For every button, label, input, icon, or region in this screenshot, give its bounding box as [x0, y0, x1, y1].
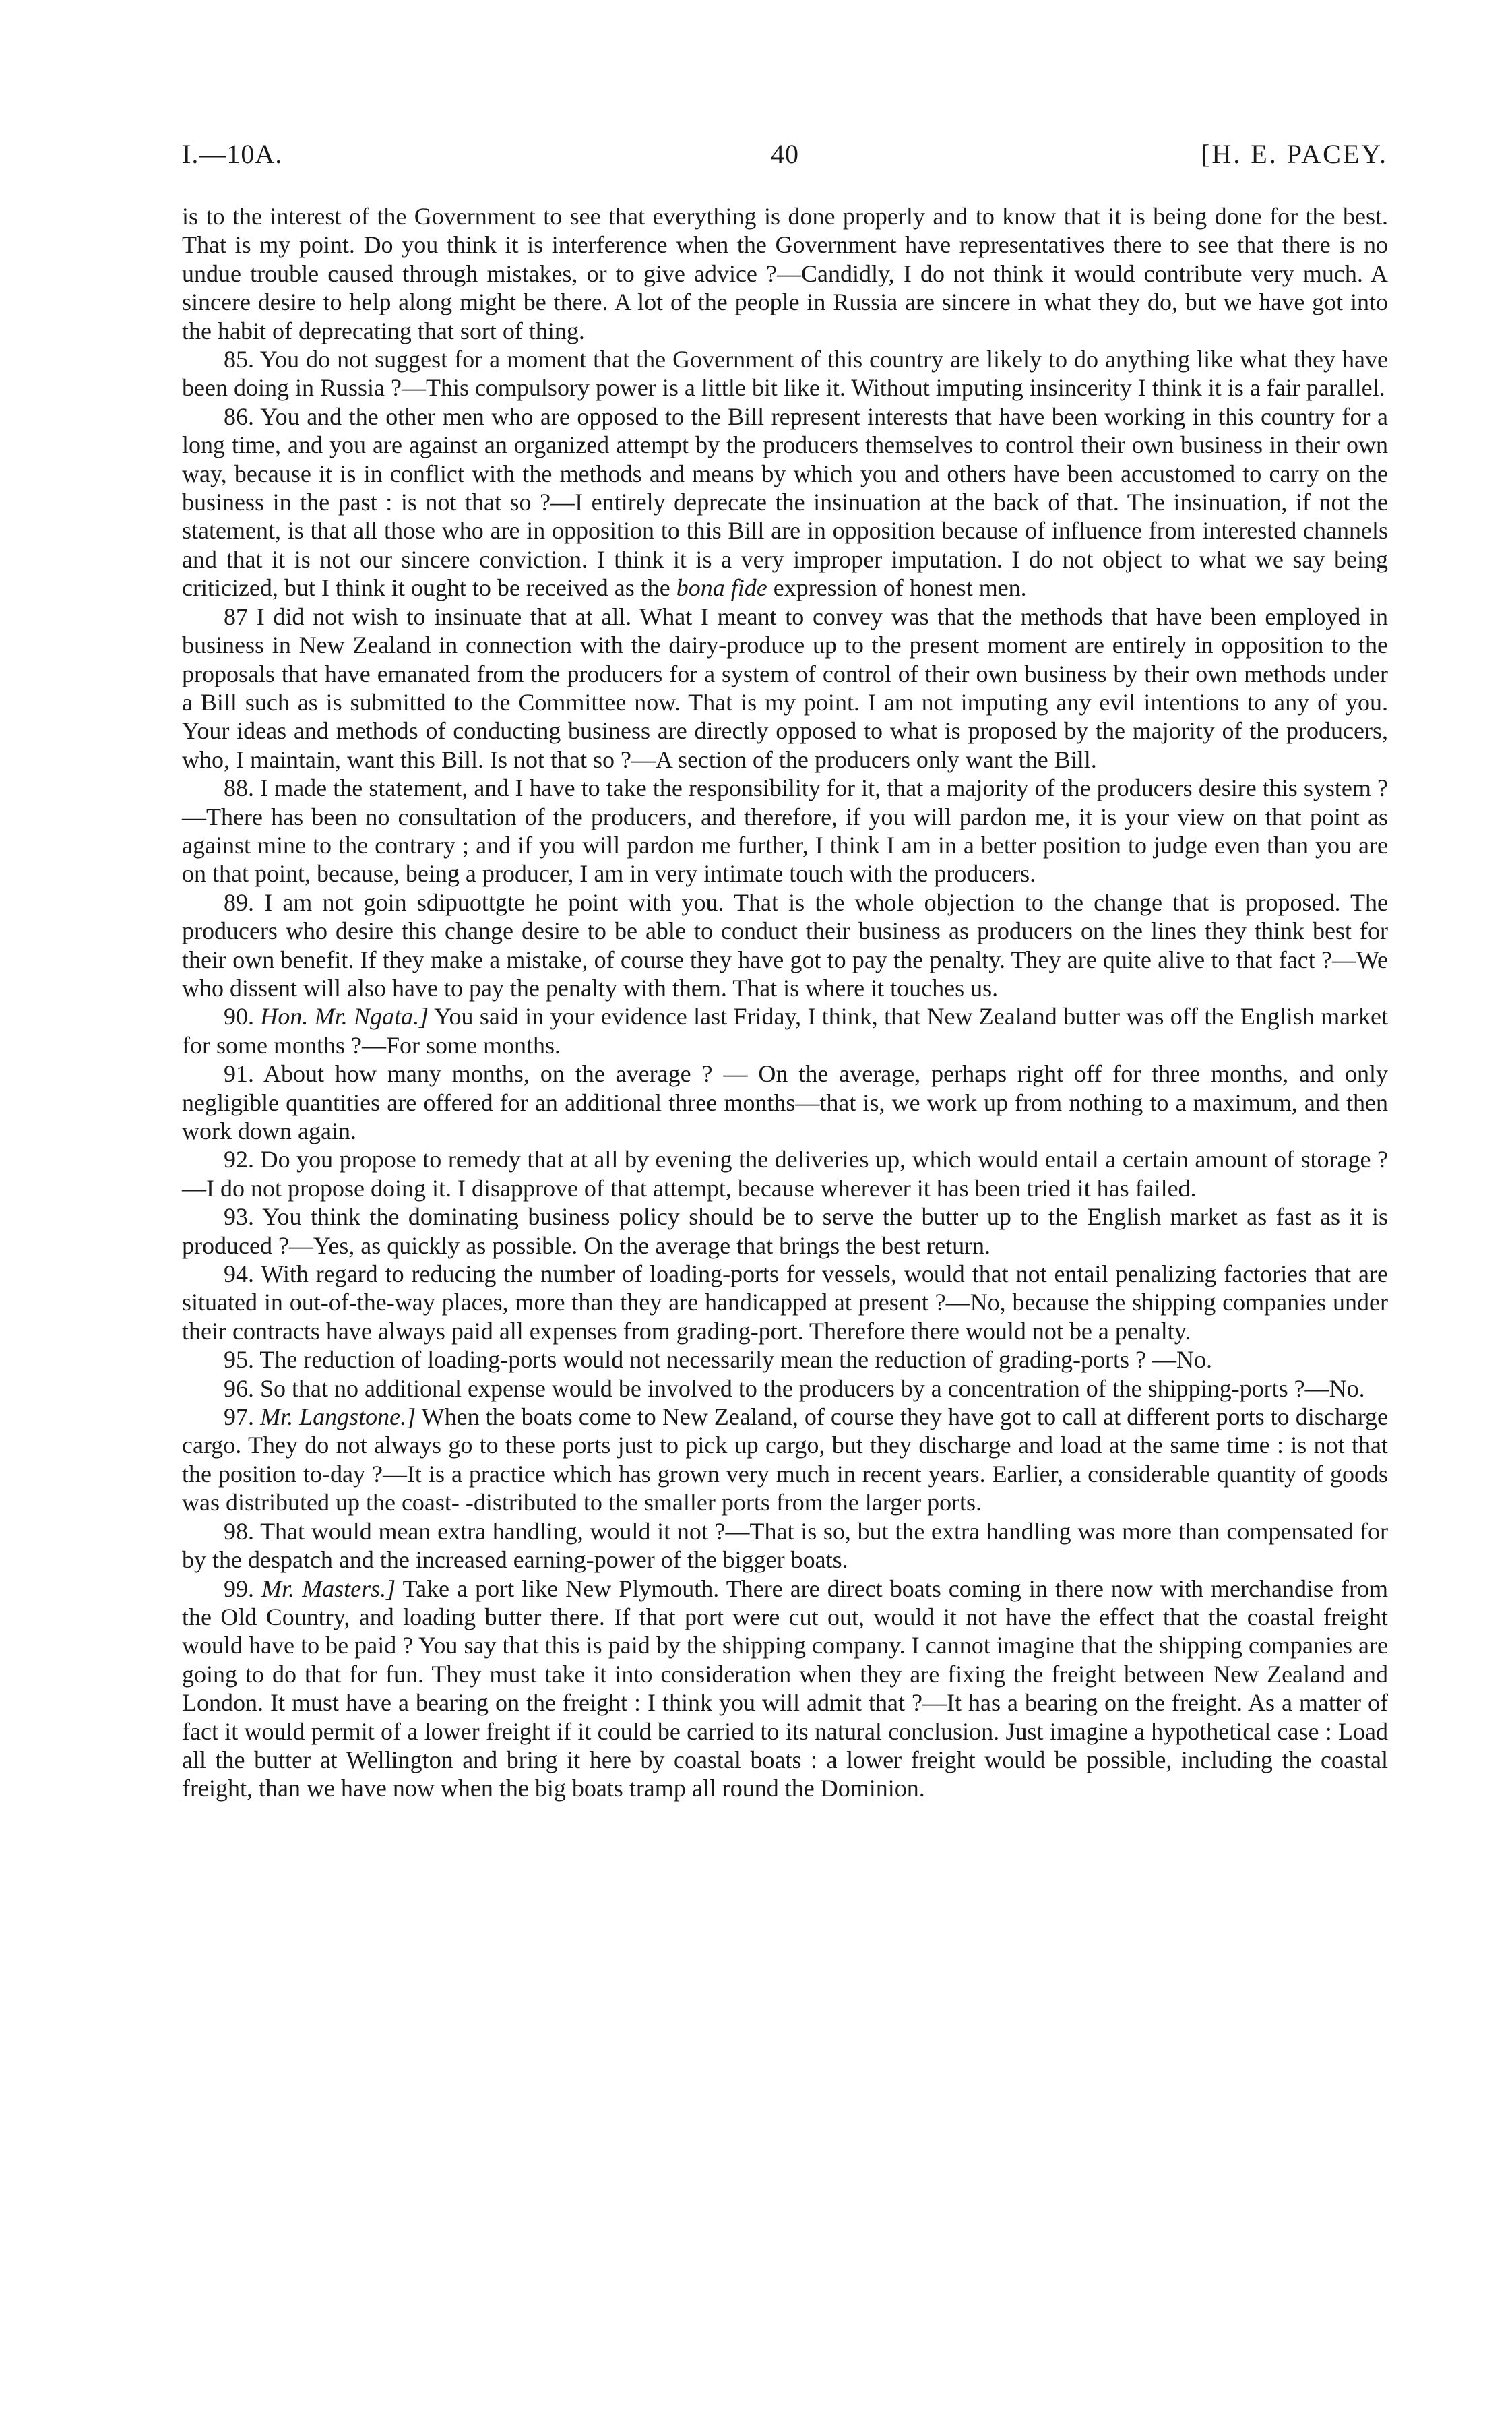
witness-name: [H. E. PACEY.: [1201, 139, 1388, 169]
paragraph-text: When the boats come to New Zealand, of course they have got to call at different ports to discharge cargo. They do not always go to these ports just to pick up cargo, but they discharge and load at the same time : is not that the position to-day ?—It is a practice which has grown very much in recent years. Earlier, a considerable quantity of goods was distributed up the coast- -distributed to the smaller ports from the larger ports.: [182, 1403, 1389, 1517]
question-92: [182, 1145, 1388, 1202]
paragraph-text: You think the dominating business policy should be to serve the butter up to the English market as fast as it is produced ?—Yes, as quickly as possible. On the average that brings the best return.: [182, 1203, 1388, 1259]
question-number: 89.: [224, 888, 254, 916]
paragraph-text: You and the other men who are opposed to the Bill represent interests that have been working in this country for a long time, and you are against an organized attempt by the producers themselves to control their own business in their own way, because it is in conflict with the methods and means by which you and others have been accustomed to carry on the business in the past : is not that so ?—I entirely deprecate the insinuation at the back of that. The insinuation, if not the statement, is that all those who are in opposition to this Bill are in opposition because of influence from interested channels and that it is not our sincere conviction. I think it is a very improper imputation. I do not object to what we say being criticized, but I think it ought to be received as the: [182, 402, 1388, 602]
paragraph-text: With regard to reducing the number of loading-ports for vessels, would that not entail penalizing factories that are situated in out-of-the-way places, more than they are handicapped at present ?—No, because the shipping companies under their contracts have always paid all expenses from grading-port. Therefore there would not be a penalty.: [182, 1260, 1388, 1345]
speaker-name: Mr. Masters.]: [261, 1574, 396, 1602]
question-99: [182, 1574, 1388, 1803]
page-header: [182, 138, 1388, 179]
question-number: 85.: [224, 346, 254, 373]
question-number: 96.: [224, 1374, 254, 1402]
paragraph-text: is to the interest of the Government to see that everything is done properly and to know that it is being done for the best. That is my point. Do you think it is interference when the Government have representatives there to see that there is no undue trouble caused through mistakes, or to give advice ?—Candidly, I do not think it would contribute very much. A sincere desire to help along might be there. A lot of the people in Russia are sincere in what they do, but we have got into the habit of deprecating that sort of thing.: [182, 203, 1388, 344]
question-number: 97.: [224, 1403, 254, 1431]
document-reference: I.—10A.: [182, 139, 283, 169]
question-number: 93.: [224, 1203, 254, 1231]
question-96: [182, 1374, 1388, 1403]
question-86: [182, 402, 1388, 603]
question-85: [182, 345, 1388, 402]
question-number: 91.: [224, 1060, 254, 1088]
question-87: [182, 603, 1388, 774]
evidence-body: [182, 202, 1388, 1803]
question-number: 92.: [224, 1146, 254, 1173]
question-94: [182, 1260, 1388, 1345]
paragraph-text: You do not suggest for a moment that the Government of this country are likely to do anything like what they have been doing in Russia ?—This compulsory power is a little bit like it. Without imputing insincerity I think it is a fair parallel.: [182, 346, 1389, 402]
question-number: 98.: [224, 1517, 254, 1545]
paragraph-text: I did not wish to insinuate that at all. What I meant to convey was that the methods that have been employed in business in New Zealand in connection with the dairy-produce up to the present moment are entirely in opposition to the proposals that have emanated from the producers for a system of control of their own business by their own methods under a Bill such as is submitted to the Committee now. That is my point. I am not imputing any evil intentions to any of you. Your ideas and methods of conducting business are directly opposed to what is proposed by the majority of the producers, who, I maintain, want this Bill. Is not that so ?—A section of the producers only want the Bill.: [182, 603, 1388, 773]
paragraph-text: The reduction of loading-ports would not necessarily mean the reduction of grading-ports ? —No.: [259, 1346, 1212, 1374]
question-93: [182, 1202, 1388, 1260]
question-number: 86.: [224, 402, 254, 430]
speaker-name: Mr. Langstone.]: [260, 1403, 416, 1431]
question-97: [182, 1403, 1388, 1517]
question-number: 94.: [224, 1260, 254, 1288]
question-number: 95.: [224, 1346, 254, 1374]
paragraph-text: I am not goin sdipuottgte he point with you. That is the whole objection to the change that is proposed. The producers who desire this change desire to be able to conduct their business as producers on the lines they think best for their own benefit. If they make a mistake, of course they have got to pay the penalty. They are quite alive to that fact ?—We who dissent will also have to pay the penalty with them. That is where it touches us.: [182, 888, 1388, 1002]
speaker-name: Hon. Mr. Ngata.]: [260, 1003, 429, 1031]
paragraph-text: So that no additional expense would be involved to the producers by a concentration of the shipping-ports ?—No.: [260, 1374, 1365, 1402]
paragraph-text-end: expression of honest men.: [773, 574, 1027, 602]
paragraph-continued: [182, 202, 1388, 345]
paragraph-text: You said in your evidence last Friday, I think, that New Zealand butter was off the English market for some months ?—For some months.: [182, 1003, 1389, 1059]
question-90: [182, 1002, 1388, 1060]
question-88: [182, 774, 1388, 888]
page-number: 40: [771, 139, 799, 169]
paragraph-text: I made the statement, and I have to take the responsibility for it, that a majority of the producers desire this system ?—There has been no consultation of the producers, and therefore, if you will pardon me, it is your view on that point as against mine to the contrary ; and if you will pardon me further, I think I am in a better position to judge even than you are on that point, because, being a producer, I am in very intimate touch with the producers.: [182, 774, 1388, 888]
question-98: [182, 1517, 1388, 1574]
question-89: [182, 888, 1388, 1003]
question-number: 99.: [224, 1574, 254, 1602]
question-number: 87: [224, 603, 248, 630]
paragraph-text: Do you propose to remedy that at all by evening the deliveries up, which would entail a certain amount of storage ?—I do not propose doing it. I disapprove of that attempt, because wherever it has been tried it has failed.: [182, 1146, 1388, 1202]
paragraph-text: That would mean extra handling, would it not ?—That is so, but the extra handling was more than compensated for by the despatch and the increased earning-power of the bigger boats.: [182, 1517, 1388, 1574]
question-95: [182, 1345, 1388, 1374]
question-number: 90.: [224, 1003, 254, 1031]
paragraph-text: About how many months, on the average ? — On the average, perhaps right off for three months, and only negligible quantities are offered for an additional three months—that is, we work up from nothing to a maximum, and then work down again.: [182, 1060, 1388, 1144]
question-91: [182, 1060, 1388, 1145]
italic-phrase: bona fide: [676, 574, 767, 602]
question-number: 88.: [224, 774, 254, 802]
paragraph-text: Take a port like New Plymouth. There are direct boats coming in there now with merchandise from the Old Country, and loading butter there. If that port were cut out, would it not have the effect that the coastal freight would have to be paid ? You say that this is paid by the shipping company. I cannot imagine that the shipping companies are going to do that for fun. They must take it into consideration when they are fixing the freight between New Zealand and London. It must have a bearing on the freight : I think you will admit that ?—It has a bearing on the freight. As a matter of fact it would permit of a lower freight if it could be carried to its natural conclusion. Just imagine a hypothetical case : Load all the butter at Wellington and bring it here by coastal boats : a lower freight would be possible, including the coastal freight, than we have now when the big boats tramp all round the Dominion.: [182, 1574, 1389, 1802]
